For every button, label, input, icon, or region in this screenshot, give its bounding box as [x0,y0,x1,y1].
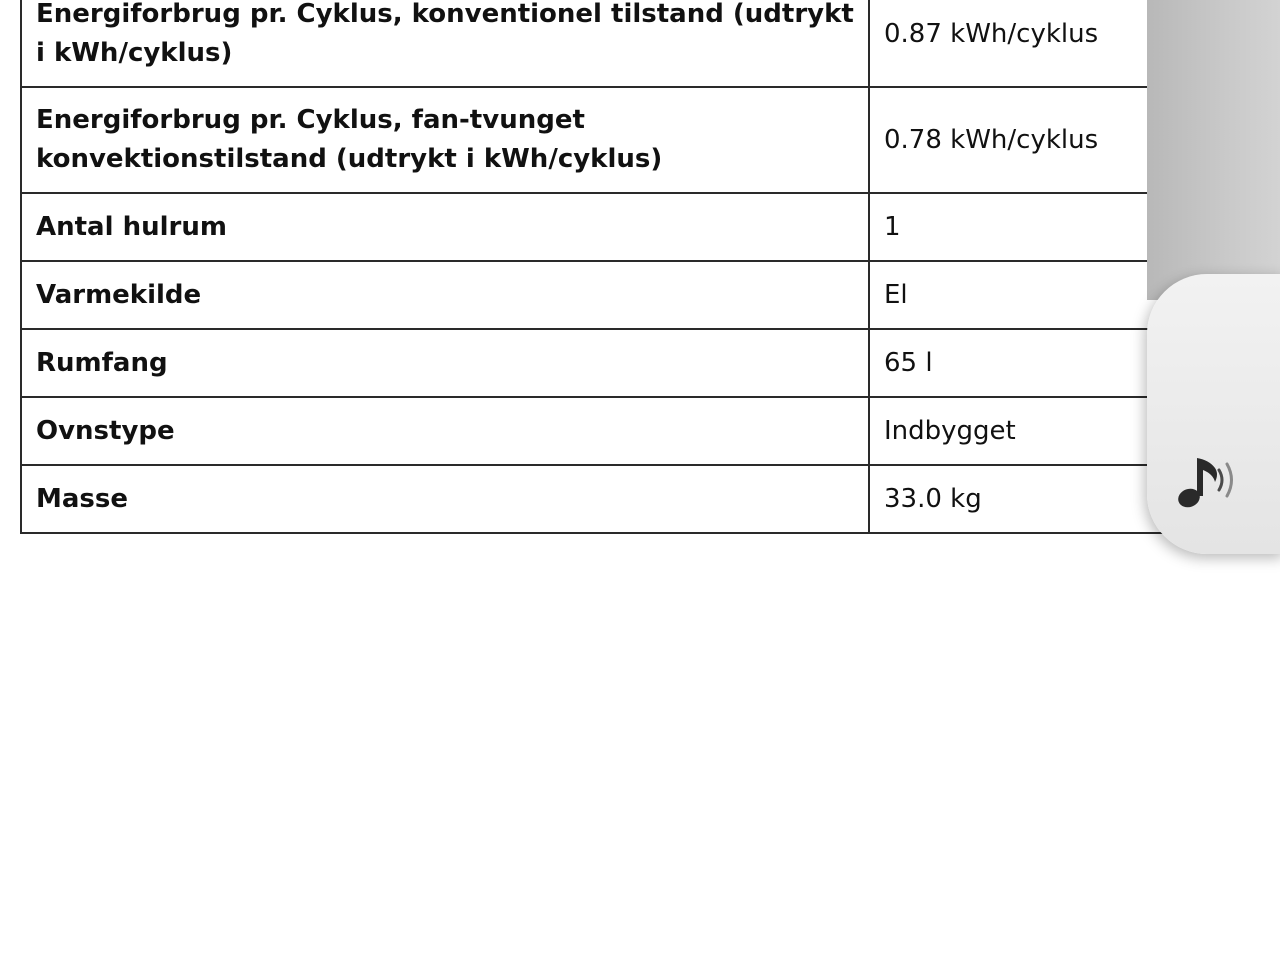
row-value: Indbygget [869,397,1276,465]
row-label: Antal hulrum [21,193,869,261]
row-value: 65 l [869,329,1276,397]
row-value: 1 [869,193,1276,261]
table-row-cavities [21,193,1276,261]
row-value: 0.78 kWh/cyklus [869,87,1276,193]
table-row-heat-source [21,261,1276,329]
table-row-energy-fan [21,87,1276,193]
row-value: 33.0 kg [869,465,1276,533]
row-label: Energiforbrug pr. Cyklus, fan-tvunget konvektionstilstand (udtrykt i kWh/cyklus) [21,87,869,193]
row-value: 0.87 kWh/cyklus [869,0,1276,87]
row-label: Energiforbrug pr. Cyklus, konventionel tilstand (udtrykt i kWh/cyklus) [21,0,869,87]
audio-playback-button[interactable] [1147,274,1280,554]
spec-table [20,0,1277,534]
table-row-volume [21,329,1276,397]
table-row-mass [21,465,1276,533]
row-value: El [869,261,1276,329]
side-panel [1147,0,1280,300]
music-note-sound-icon [1175,452,1243,512]
row-label: Ovnstype [21,397,869,465]
row-label: Varmekilde [21,261,869,329]
table-row-energy-conventional [21,0,1276,87]
row-label: Rumfang [21,329,869,397]
row-label: Masse [21,465,869,533]
table-row-oven-type [21,397,1276,465]
